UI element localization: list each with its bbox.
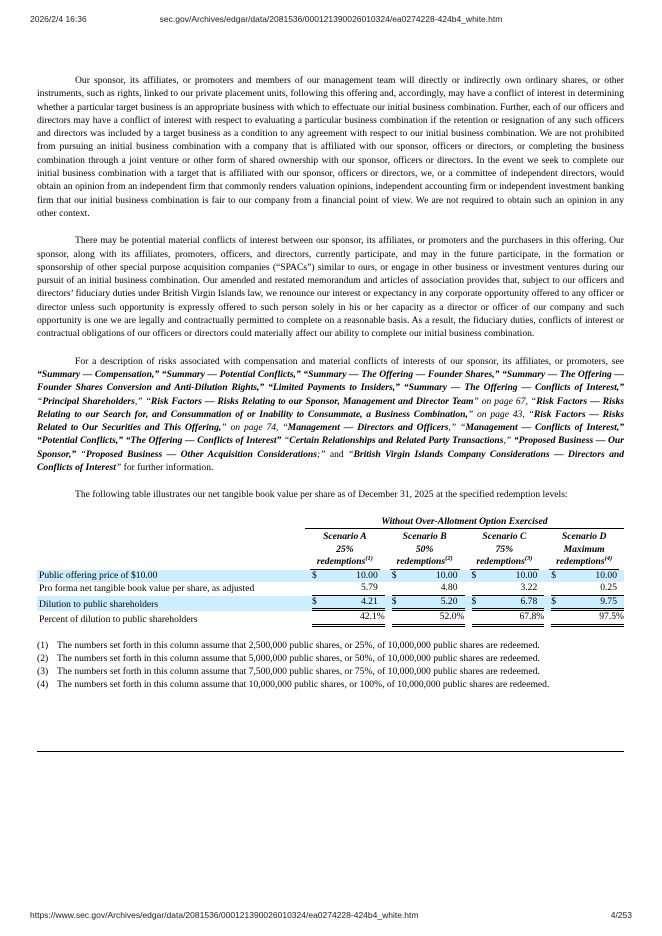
cross-reference: “Proposed Business — Our Sponsor,” — [37, 435, 625, 460]
column-header-line: Scenario A — [323, 531, 367, 543]
cell-value — [465, 596, 545, 612]
cross-reference: ” on page 67, “ — [473, 395, 537, 407]
footnote-ref: (4) — [604, 554, 613, 562]
footnote-number: (3) — [37, 665, 49, 677]
cell-value — [385, 596, 465, 612]
cell-value — [305, 570, 385, 583]
table-intro: The following table illustrates our net tangible book value per share as of December 31, 2025 at the specified redemption levels: — [75, 489, 568, 501]
footnote — [37, 678, 624, 691]
dilution-table — [37, 516, 624, 627]
cross-reference: Certain Relationships and Related Party Transactions — [289, 435, 504, 447]
currency-symbol: $ — [551, 595, 557, 607]
cell-value — [305, 582, 385, 596]
cross-reference: “ — [281, 435, 290, 447]
footnote-text: The numbers set forth in this column assume that 7,500,000 public shares, or 75%, of 10,000,000 public shares are redeemed. — [57, 665, 540, 677]
group-header: Without Over-Allotment Option Exercised — [305, 516, 624, 529]
column-header-line — [470, 556, 540, 569]
row-label: Pro forma net tangible book value per share, as adjusted — [39, 583, 255, 595]
cell-value — [385, 611, 465, 627]
row-label: Public offering price of $10.00 — [37, 570, 305, 583]
column-header-text: redemptions — [396, 556, 446, 568]
table-row — [37, 596, 624, 612]
footnote-text: The numbers set forth in this column assume that 10,000,000 public shares, or 100%, of 10,000,000 public shares are redeemed. — [57, 678, 550, 690]
currency-symbol — [392, 611, 406, 624]
cross-reference: ;” — [316, 448, 330, 460]
cross-reference: “ — [76, 448, 86, 460]
paragraph-risk-references — [37, 355, 624, 475]
cross-reference: Principal Shareholders — [42, 395, 135, 407]
footnotes — [37, 639, 624, 691]
footer-url: https://www.sec.gov/Archives/edgar/data/2081536/000121390026010324/ea0274228-424b4_white.htm — [30, 910, 419, 920]
currency-symbol — [472, 611, 486, 624]
cell-value — [465, 611, 545, 627]
value: 4.21 — [360, 595, 378, 607]
footnote-number: (2) — [37, 652, 49, 664]
percent-sign: % — [456, 611, 465, 623]
browser-print-footer — [30, 910, 632, 920]
value: 4.80 — [440, 582, 458, 594]
column-header-line: Scenario C — [482, 531, 527, 543]
column-header-line: Scenario D — [561, 531, 607, 543]
column-header — [385, 529, 465, 570]
table-row — [37, 570, 624, 583]
column-header-line: Maximum — [563, 543, 605, 555]
text-segment: for further information. — [123, 462, 214, 474]
value: 6.78 — [520, 595, 538, 607]
horizontal-rule — [37, 751, 624, 752]
footnote-ref: (2) — [445, 554, 453, 562]
column-header-line: 50% — [415, 543, 434, 555]
row-label: Percent of dilution to public shareholders — [39, 614, 198, 626]
cell-value — [544, 611, 624, 627]
value: 52.0 — [439, 611, 457, 623]
percent-sign: % — [616, 611, 624, 623]
value: 5.20 — [440, 595, 458, 607]
value: 5.79 — [360, 582, 378, 594]
currency-symbol: $ — [471, 569, 477, 581]
document-body — [37, 74, 624, 691]
currency-symbol: $ — [551, 569, 557, 581]
cross-reference: Risk Factors — Risks Relating to our Search for, and Consummation of or Inability to Consummate, a Business Combination, — [37, 395, 624, 420]
currency-symbol — [312, 582, 326, 595]
column-header — [465, 529, 545, 570]
column-header-text: redemptions — [476, 556, 525, 568]
value: 9.75 — [600, 595, 617, 607]
value: 42.1 — [359, 611, 377, 623]
value: 97.5 — [599, 611, 616, 623]
cross-reference: “ — [37, 395, 43, 407]
table-row — [37, 611, 624, 627]
cell-value — [544, 596, 624, 612]
cross-reference: Proposed Business — Other Acquisition Considerations — [85, 448, 317, 460]
cell-value — [544, 582, 624, 596]
paragraph-conflicts: Our sponsor, its affiliates, or promoters and members of our management team will directly or indirectly own ordinary shares, or other instruments, such as rights, linked to our private placement units, following this offering and, accordingly, may have a conflict of interest in determining whether a particular target business is an appropriate business with which to effectuate our initial business combination. Further, each of our officers and directors may have a conflict of interest with respect to evaluating a particular business combination if the retention or resignation of any such officers and directors was included by a target business as a condition to any agreement with respect to our initial business combination. We are not prohibited from pursuing an initial business combination with a company that is affiliated with our sponsor, officers or directors, or completing the business combination through a joint venture or other form of shared ownership with our sponsor, officers or directors. In the event we seek to complete our initial business combination with a target that is affiliated with our sponsor, officers or directors, we, or a committee of independent directors, would obtain an opinion from an independent firm that commonly renders valuation opinions, independent accounting firm or independent investment banking firm that our initial business combination is fair to our company from a financial point of view. We are not required to obtain such an opinion in any other context. — [37, 75, 624, 219]
value: 0.25 — [600, 582, 617, 594]
currency-symbol — [472, 582, 486, 595]
cell-value — [544, 570, 624, 583]
footnote-text: The numbers set forth in this column assume that 2,500,000 public shares, or 25%, of 10,000,000 public shares are redeemed. — [57, 639, 540, 651]
percent-sign: % — [536, 611, 545, 623]
footnote — [37, 665, 624, 678]
value: 10.00 — [595, 569, 617, 581]
value: 10.00 — [356, 569, 378, 581]
currency-symbol — [551, 582, 565, 595]
currency-symbol — [551, 611, 565, 624]
footnote — [37, 652, 624, 665]
cross-reference: Management — Conflicts of Interest,” “Potential Conflicts,” “The Offering — Conflicts of Interest” — [37, 422, 625, 447]
cell-value — [465, 570, 545, 583]
column-header-text: redemptions — [556, 556, 605, 568]
column-header-line: 75% — [495, 543, 514, 555]
currency-symbol: $ — [391, 595, 397, 607]
text-segment: and — [329, 448, 349, 460]
column-header-line: 25% — [336, 543, 354, 555]
cross-reference: ” — [115, 462, 124, 474]
column-header-line — [390, 556, 460, 569]
cell-value — [385, 570, 465, 583]
footnote — [37, 639, 624, 652]
cross-reference: Management — Directors and Officers — [287, 422, 449, 434]
currency-symbol — [312, 611, 326, 624]
page-url-title: sec.gov/Archives/edgar/data/2081536/000121390026010324/ea0274228-424b4_white.htm — [159, 14, 503, 24]
percent-sign: % — [376, 611, 385, 623]
text-segment: For a description of risks associated with compensation and material conflicts of interests of our sponsor, its affiliates, or promoters, see — [75, 355, 624, 367]
cross-reference: British Virgin Islands Company Considerations — Directors and Conflicts of Interest — [37, 448, 624, 474]
column-header-text: redemptions — [316, 556, 366, 568]
footnote-number: (1) — [37, 639, 49, 651]
cell-value — [385, 582, 465, 596]
footnote-text: The numbers set forth in this column assume that 5,000,000 public shares, or 50%, of 10,000,000 public shares are redeemed. — [57, 652, 540, 664]
currency-symbol — [392, 582, 406, 595]
currency-symbol: $ — [312, 595, 317, 607]
page-number: 4/253 — [610, 910, 632, 920]
column-header-line — [549, 556, 619, 569]
currency-symbol: $ — [391, 569, 397, 581]
cross-reference: “Summary — Compensation,” “Summary — Potential Conflicts,” “Summary — The Offering — Founder Shares,” “Summary — The Offering — Founder Shares Conversion and Anti-Dilution Rights,” “Limited Payments to Insiders,” “Summary — The Offering — Conflicts of Interest,” — [37, 368, 624, 394]
cross-reference: Risk Factors — Risks Relating to our Sponsor, Management and Director Team — [150, 395, 474, 407]
value: 10.00 — [515, 569, 538, 581]
cross-reference: ” on page 43, “ — [467, 408, 534, 420]
cell-value — [305, 611, 385, 627]
value: 67.8 — [519, 611, 537, 623]
table-row — [37, 582, 624, 596]
cross-reference: “ — [348, 448, 354, 460]
currency-symbol: $ — [471, 595, 477, 607]
cross-reference: Risk Factors — Risks Related to Our Securities and This Offering, — [37, 408, 624, 434]
cross-reference: ,” “ — [134, 395, 151, 407]
paragraph-potential-conflicts: There may be potential material conflicts of interest between our sponsor, its affiliates, or promoters and the purchasers in this offering. Our sponsor, along with its affiliates, promoters, officers, and directors, currently participate, and may in the future participate, in the formation or sponsorship of other special purpose acquisition companies (“SPACs”) similar to ours, or engage in other business or investment ventures during our pursuit of an initial business combination. Our amended and restated memorandum and articles of association provides that, subject to our officers and directors’ fiduciary duties under British Virgin Islands law, we renounce our interest or expectancy in any corporate opportunity offered to any officer or director unless such opportunity is expressly offered to such person solely in his or her capacity as a director or officer of our company and such opportunity is one we are legally and contractually permitted to complete on a reasonable basis. As a result, the fiduciary duties, conflicts of interest or contractual obligations of our officers or directors could materially affect our ability to complete our initial business combination. — [37, 235, 624, 340]
cross-reference: ” on page 74, “ — [221, 422, 288, 434]
value: 3.22 — [520, 582, 538, 594]
cross-reference: ,” “ — [448, 422, 466, 434]
cross-reference: ,” — [503, 435, 514, 447]
footnote-number: (4) — [37, 678, 49, 690]
cell-value — [465, 582, 545, 596]
cell-value — [305, 596, 385, 612]
currency-symbol: $ — [312, 569, 317, 581]
footnote-ref: (3) — [524, 554, 533, 562]
row-label: Dilution to public shareholders — [37, 596, 305, 612]
column-header — [544, 529, 624, 570]
column-header-line — [310, 556, 380, 569]
column-header-line: Scenario B — [402, 531, 447, 543]
footnote-ref: (1) — [365, 554, 373, 562]
value: 10.00 — [435, 569, 458, 581]
print-datetime: 2026/2/4 16:36 — [30, 14, 87, 24]
column-header — [305, 529, 385, 570]
